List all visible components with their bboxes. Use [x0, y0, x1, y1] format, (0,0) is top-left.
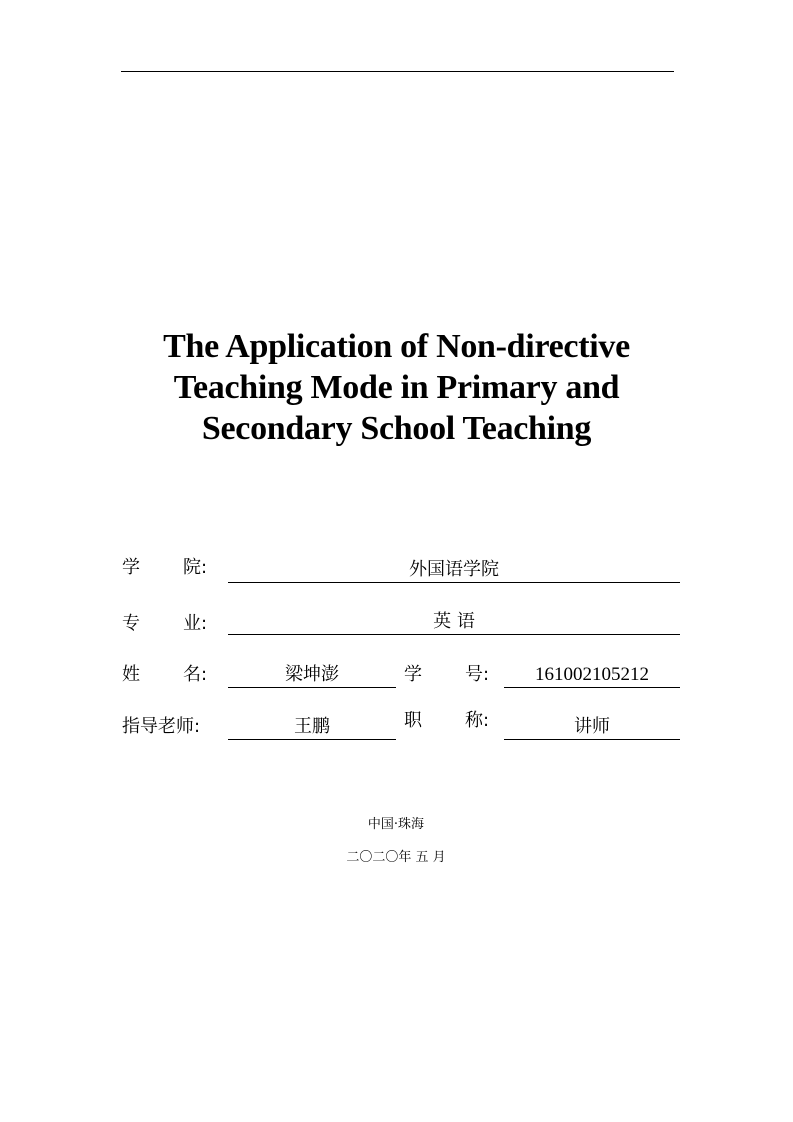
name-field: 梁坤澎	[228, 663, 396, 688]
college-label-b: 院:	[183, 557, 208, 578]
college-label-a: 学	[122, 557, 140, 578]
major-label-a: 专	[122, 613, 140, 634]
footer-place: 中国·珠海	[367, 817, 425, 832]
title-line-2: Teaching Mode in Primary and	[173, 369, 620, 406]
rank-label-a: 职	[404, 710, 422, 731]
advisor-field: 王鹏	[228, 715, 396, 740]
major-label-b: 业:	[183, 613, 208, 634]
rank-field: 讲师	[504, 715, 680, 740]
footer-date: 二〇二〇年 五 月	[346, 850, 446, 865]
student-id-label-a: 学	[404, 664, 422, 685]
student-id-label-b: 号:	[465, 664, 490, 685]
advisor-label: 指导老师:	[122, 716, 201, 737]
student-id-field: 161002105212	[504, 663, 680, 688]
major-field: 英 语	[228, 610, 680, 635]
thesis-title	[100, 326, 693, 449]
rank-label-b: 称:	[465, 710, 490, 731]
title-line-3: Secondary School Teaching	[201, 410, 592, 447]
college-field: 外国语学院	[228, 558, 680, 583]
title-line-1: The Application of Non-directive	[163, 328, 630, 365]
name-label-b: 名:	[183, 664, 208, 685]
name-label-a: 姓	[122, 664, 140, 685]
header-rule	[121, 71, 674, 72]
